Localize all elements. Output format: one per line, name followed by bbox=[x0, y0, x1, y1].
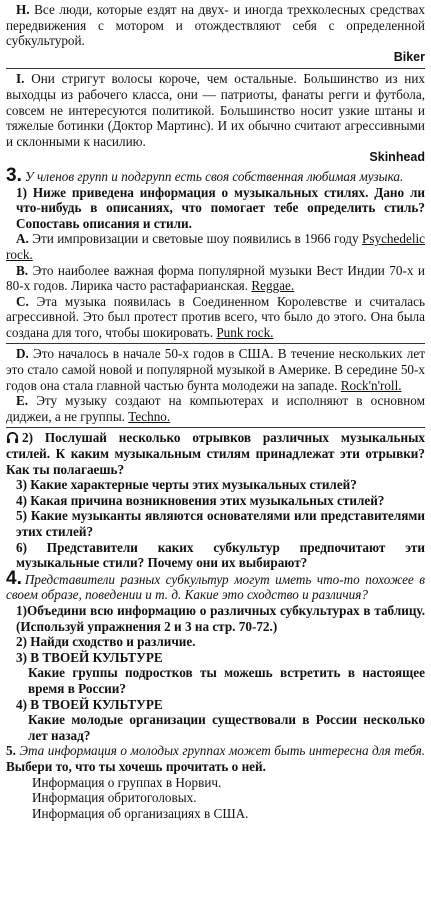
exercise-4-task-2: 2) Найди сходство и различие. bbox=[16, 634, 196, 650]
divider bbox=[6, 343, 425, 344]
exercise-3-task-3: 3) Какие характерные черты этих музыкальных стилей? bbox=[16, 477, 357, 493]
exercise-4-task-3-title: 3) В ТВОЕЙ КУЛЬТУРЕ bbox=[16, 649, 163, 665]
exercise-4-intro-text: Представители разных субкультур могут иметь что-то похожее в своем образе, поведении и т. д. Какие это сходство и различия? bbox=[6, 571, 425, 603]
style-item-a bbox=[6, 231, 425, 262]
style-item-letter: C. bbox=[16, 293, 29, 309]
style-item-letter: A. bbox=[16, 231, 29, 247]
exercise-5-intro-text: Эта информация о молодых группах может быть интересна для тебя. bbox=[19, 743, 425, 759]
exercise-3-task-6: 6) Представители каких субкультур предпочитают эти музыкальные стили? Почему они их выбирают? bbox=[16, 539, 425, 571]
exercise-5-instruction: Выбери то, что ты хочешь прочитать о ней. bbox=[6, 758, 266, 774]
list-item: Информация о группах в Норвич. bbox=[32, 774, 222, 790]
style-item-b bbox=[6, 263, 425, 294]
style-item-answer: Psychedelic rock. bbox=[6, 231, 426, 262]
style-item-text: Это началось в начале 50-х годов в США. В течение нескольких лет это стало самой новой и популярной музыкой в Америке. В середине 50-х годов она стала главной частью бунта молодежи на западе. bbox=[6, 346, 426, 393]
style-item-e bbox=[6, 393, 425, 424]
exercise-3-task-5: 5) Какие музыканты являются основателями или представителями этих стилей? bbox=[16, 508, 425, 539]
style-item-letter: E. bbox=[16, 393, 29, 409]
list-item: Информация об организациях в США. bbox=[32, 805, 249, 821]
exercise-3-number: 3. bbox=[6, 164, 22, 186]
style-item-c bbox=[6, 294, 425, 341]
style-item-text: Эту музыку создают на компьютерах и исполняют в основном диджеи, а не группы. bbox=[6, 393, 425, 424]
exercise-5-number: 5. bbox=[6, 743, 16, 759]
entry-h-text: Все люди, которые ездят на двух- и иногда трехколесных средствах передвижения с мотором и отождествляют себя с определенной субкультурой. bbox=[6, 2, 426, 49]
style-item-answer: Reggae. bbox=[251, 278, 295, 294]
exercise-3-task-4: 4) Какая причина возникновения этих музыкальных стилей? bbox=[16, 492, 385, 508]
divider bbox=[6, 68, 425, 69]
textbook-page bbox=[6, 2, 425, 821]
headphones-icon bbox=[6, 431, 19, 444]
entry-i-text: Они стригут волосы короче, чем остальные. Большинство из них выходцы из рабочего класса, они — патриоты, фанаты регги и футбола, совсем не интересуются политикой. Большинство носит узкие штаны и тяжелые ботинки (Доктор Мартинс). И их обычно считают агрессивными и склонными к насилию. bbox=[6, 71, 426, 149]
answer-skinhead: Skinhead bbox=[369, 150, 425, 165]
style-item-text: Эти импровизации и световые шоу появились в 1966 году bbox=[32, 231, 359, 247]
style-item-letter: D. bbox=[16, 346, 29, 362]
exercise-3-intro-text: У членов групп и подгрупп есть своя собственная любимая музыка. bbox=[24, 168, 404, 184]
entry-h bbox=[6, 2, 425, 49]
style-item-d bbox=[6, 346, 425, 393]
style-item-answer: Punk rock. bbox=[216, 324, 274, 340]
exercise-4-number: 4. bbox=[6, 567, 22, 589]
style-item-text: Это наиболее важная форма популярной музыки Вест Индии 70-х и 80-х годов. Лирика часто растафарианская. bbox=[6, 262, 425, 294]
divider bbox=[6, 427, 425, 428]
exercise-3-task-2 bbox=[6, 430, 425, 477]
style-item-letter: B. bbox=[16, 262, 29, 278]
exercise-4-intro bbox=[6, 567, 425, 603]
style-item-answer: Rock'n'roll. bbox=[340, 377, 402, 393]
entry-i bbox=[6, 71, 425, 149]
exercise-5-intro bbox=[6, 743, 425, 774]
style-item-text: Эта музыка появилась в Соединенном Королевстве и считалась агрессивной. Это был протест против всего, что было до этого. Она была создана для того, чтобы шокировать. bbox=[6, 293, 426, 340]
exercise-3-intro bbox=[6, 164, 425, 186]
exercise-4-task-4-title: 4) В ТВОЕЙ КУЛЬТУРЕ bbox=[16, 696, 163, 712]
list-item: Информация обритоголовых. bbox=[32, 790, 197, 806]
exercise-4-task-4-text: Какие молодые организации существовали в России несколько лет назад? bbox=[28, 712, 425, 743]
exercise-3-task-2-text: 2) Послушай несколько отрывков различных музыкальных стилей. К каким музыкальным стилям принадлежат эти отрывки? Как ты полагаешь? bbox=[6, 430, 425, 477]
entry-i-letter: I. bbox=[16, 71, 25, 87]
entry-h-letter: H. bbox=[16, 2, 30, 17]
exercise-3-task-1: 1) Ниже приведена информация о музыкальных стилях. Дано ли что-нибудь в описаниях, что помогает тебе определить стиль? Сопоставь описания и стили. bbox=[16, 184, 425, 231]
style-item-answer: Techno. bbox=[128, 408, 171, 424]
exercise-4-task-3-text: Какие группы подростков ты можешь встретить в настоящее время в России? bbox=[28, 665, 425, 696]
answer-biker: Biker bbox=[393, 49, 425, 64]
exercise-4-task-1: 1)Объедини всю информацию о различных субкультурах в таблицу. (Используй упражнения 2 и 3 на стр. 70-72.) bbox=[16, 602, 425, 634]
